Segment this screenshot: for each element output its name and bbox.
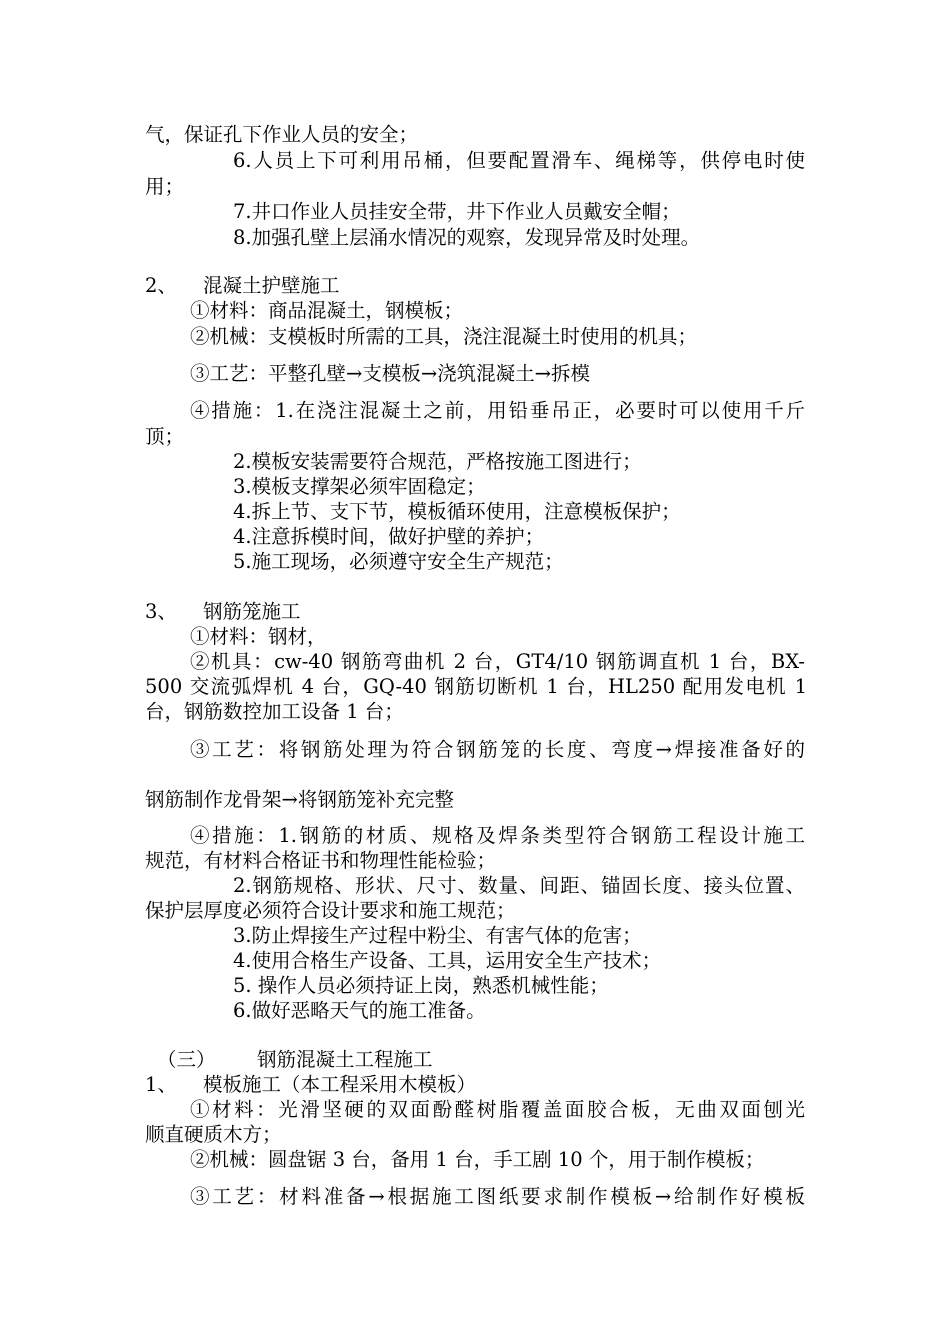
chapter-number: （三） [157,1048,216,1071]
text-line: 5. 操作人员必须持证上岗，熟悉机械性能； [233,974,609,997]
text-line: 规范，有材料合格证书和物理性能检验； [145,849,497,872]
section-heading [145,599,810,625]
text-line: ②机械：支模板时所需的工具，浇注混凝土时使用的机具； [190,325,698,348]
text-line: ①材料：钢材， [190,625,327,648]
section-title: 混凝土护壁施工 [203,274,340,297]
chapter-title: 钢筋混凝土工程施工 [257,1048,433,1071]
text-line: 台，钢筋数控加工设备 1 台； [145,700,404,723]
text-line: 4.使用合格生产设备、工具，运用安全生产技术； [233,949,662,972]
text-line: 顺直硬质木方； [145,1123,282,1146]
text-line: 2.模板安装需要符合规范，严格按施工图进行； [233,450,642,473]
section-title: 钢筋笼施工 [203,600,301,623]
text-line: ④措施：1.在浇注混凝土之前，用铅垂吊正，必要时可以使用千斤 [190,399,805,422]
text-line: 2.钢筋规格、形状、尺寸、数量、间距、锚固长度、接头位置、 [233,874,805,897]
text-line: ②机械：圆盘锯 3 台，备用 1 台，手工剧 10 个，用于制作模板； [190,1148,765,1171]
text-line: ③工艺：将钢筋处理为符合钢筋笼的长度、弯度→焊接准备好的 [190,738,805,761]
text-line: 气，保证孔下作业人员的安全； [145,123,419,146]
section-title: 模板施工（本工程采用木模板） [203,1073,477,1096]
text-line: 8.加强孔壁上层涌水情况的观察，发现异常及时处理。 [233,226,701,249]
text-line: 5.施工现场，必须遵守安全生产规范； [233,550,564,573]
text-line: 500 交流弧焊机 4 台，GQ-40 钢筋切断机 1 台，HL250 配用发电机 1 [145,675,807,698]
text-line: 保护层厚度必须符合设计要求和施工规范； [145,899,516,922]
text-line: ①材料：光滑坚硬的双面酚醛树脂覆盖面胶合板，无曲双面刨光 [190,1098,805,1121]
text-line: 用； [145,175,185,198]
text-line: ①材料：商品混凝土，钢模板； [190,299,464,322]
text-line: 钢筋制作龙骨架→将钢筋笼补充完整 [145,788,454,811]
section-heading [145,1072,810,1098]
text-line: 6.做好恶略天气的施工准备。 [233,999,486,1022]
section-number: 3、 [145,600,177,623]
text-line: 4.注意拆模时间，做好护壁的养护； [233,525,545,548]
text-line: 3.模板支撑架必须牢固稳定； [233,475,486,498]
chapter-heading [157,1047,822,1073]
section-heading [145,273,810,299]
text-line: ③工艺：材料准备→根据施工图纸要求制作模板→给制作好模板 [190,1185,805,1208]
text-line: ④措施：1.钢筋的材质、规格及焊条类型符合钢筋工程设计施工 [190,824,805,847]
text-line: 7.井口作业人员挂安全带，井下作业人员戴安全帽； [233,200,681,223]
text-line: 4.拆上节、支下节，模板循环使用，注意模板保护； [233,500,681,523]
text-line: 3.防止焊接生产过程中粉尘、有害气体的危害； [233,924,642,947]
section-number: 1、 [145,1073,177,1096]
text-line: ③工艺：平整孔壁→支模板→浇筑混凝土→拆模 [190,362,591,385]
section-number: 2、 [145,274,177,297]
text-line: ②机具：cw-40 钢筋弯曲机 2 台，GT4/10 钢筋调直机 1 台，BX- [190,650,805,673]
text-line: 顶； [145,425,185,448]
text-line: 6.人员上下可利用吊桶，但要配置滑车、绳梯等，供停电时使 [233,149,805,172]
